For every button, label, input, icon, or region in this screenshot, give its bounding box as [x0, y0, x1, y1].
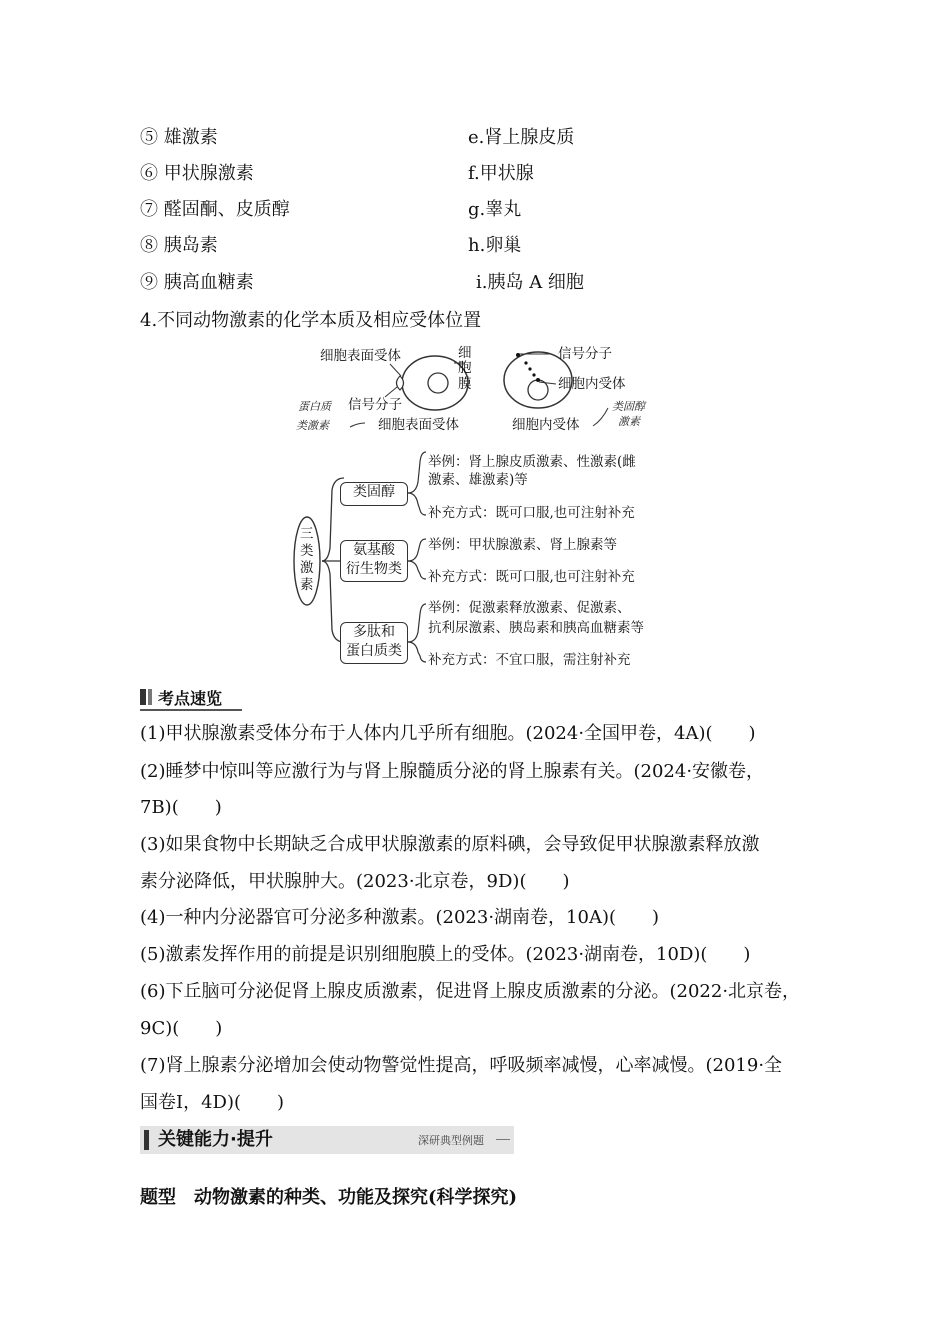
question-type-heading: 题型 动物激素的种类、功能及探究(科学探究) — [140, 1187, 518, 1208]
branch-amino-example: 举例：甲状腺激素、肾上腺素等 — [428, 537, 617, 553]
match-right-h: h.卵巢 — [468, 235, 522, 256]
branch-steroid-box — [340, 482, 408, 506]
branch-2-brace-bottom — [408, 561, 426, 579]
section-4-title: 4.不同动物激素的化学本质及相应受体位置 — [140, 310, 482, 331]
branch-2-brace — [408, 539, 426, 561]
review-line-3: 7B)( ) — [140, 797, 222, 818]
branch-amino-box — [340, 540, 408, 582]
match-right-e: e.肾上腺皮质 — [468, 127, 575, 148]
right-handwritten-1: 类固醇 — [612, 400, 645, 413]
left-cell-nucleus — [428, 373, 448, 393]
key-ability-bar — [140, 1126, 514, 1154]
match-left-5: ⑤ 雄激素 — [140, 127, 218, 148]
branch-steroid-name: 类固醇 — [353, 484, 395, 500]
branch-1-brace-bottom — [408, 493, 426, 515]
branch-3-brace-bottom — [408, 642, 426, 662]
quick-review-title: 考点速览 — [158, 688, 223, 708]
header-block-icon — [140, 689, 146, 705]
branch-1-brace — [408, 452, 426, 493]
right-receptor-label: 细胞内受体 — [558, 376, 626, 392]
left-signal-label: 信号分子 — [348, 397, 402, 413]
right-signal-dot-1 — [516, 353, 520, 357]
branch-peptide-name-2: 蛋白质类 — [346, 643, 402, 659]
match-right-g: g.睾丸 — [468, 199, 522, 220]
match-left-7: ⑦ 醛固酮、皮质醇 — [140, 199, 290, 220]
review-line-11: 国卷Ⅰ，4D)( ) — [140, 1092, 285, 1113]
right-signal-dot-4 — [532, 373, 535, 376]
match-left-6: ⑥ 甲状腺激素 — [140, 163, 254, 184]
hormone-tree — [290, 448, 670, 674]
right-signal-dot-3 — [528, 367, 531, 370]
branch-amino-name-1: 氨基酸 — [353, 542, 395, 558]
right-receptor-leader — [539, 382, 556, 384]
key-ability-subtitle-line — [496, 1139, 510, 1140]
left-handwritten-2: 类激素 — [296, 419, 329, 432]
root-label-2: 类 — [300, 543, 314, 559]
header-block-icon-secondary — [148, 689, 152, 705]
match-right-i: i.胰岛 A 细胞 — [476, 272, 584, 293]
review-line-8: (6)下丘脑可分泌促肾上腺皮质激素，促进肾上腺皮质激素的分泌。(2022·北京卷， — [140, 981, 801, 1002]
right-receptor-dot — [536, 378, 540, 382]
branch-steroid-example-2: 激素、雄激素)等 — [428, 472, 528, 488]
review-line-10: (7)肾上腺素分泌增加会使动物警觉性提高，呼吸频率减慢，心率减慢。(2019·全 — [140, 1055, 783, 1076]
review-line-7: (5)激素发挥作用的前提是识别细胞膜上的受体。(2023·湖南卷，10D)( ) — [140, 944, 751, 965]
key-ability-title: 关键能力·提升 — [158, 1129, 273, 1150]
right-handwritten-2: 激素 — [618, 415, 640, 428]
branch-amino-supplement: 补充方式：既可口服,也可注射补充 — [428, 569, 635, 585]
review-line-9: 9C)( ) — [140, 1018, 223, 1039]
left-handwritten-1: 蛋白质 — [298, 400, 331, 413]
left-surface-arrow — [390, 364, 401, 376]
right-signal-dot-2 — [524, 361, 527, 364]
right-caption: 细胞内受体 — [512, 417, 580, 433]
branch-peptide-supplement: 补充方式：不宜口服，需注射补充 — [428, 652, 631, 668]
branch-steroid-supplement: 补充方式：既可口服,也可注射补充 — [428, 505, 635, 521]
key-ability-edge-mark — [144, 1130, 149, 1150]
key-ability-subtitle: 深研典型例题 — [418, 1134, 484, 1147]
branch-amino-name-2: 衍生物类 — [346, 561, 402, 577]
quick-review-header — [140, 686, 242, 708]
left-membrane-label-2: 胞 — [458, 360, 472, 376]
right-caption-arrow — [593, 408, 608, 426]
left-caption: 细胞表面受体 — [378, 417, 459, 433]
branch-steroid-example-1: 举例：肾上腺皮质激素、性激素(雌 — [428, 454, 636, 470]
branch-peptide-name-1: 多肽和 — [353, 624, 395, 640]
left-surface-receptor-label: 细胞表面受体 — [320, 348, 401, 364]
receptor-diagram — [290, 340, 670, 440]
branch-peptide-example-1: 举例：促激素释放激素、促激素、 — [428, 600, 631, 616]
review-line-4: (3)如果食物中长期缺乏合成甲状腺激素的原料碘，会导致促甲状腺激素释放激 — [140, 834, 760, 855]
branch-3-brace — [408, 604, 426, 642]
right-signal-label: 信号分子 — [558, 346, 612, 362]
root-label-1: 三 — [300, 526, 314, 542]
left-membrane-label-3: 膜 — [458, 376, 472, 392]
review-line-5: 素分泌降低，甲状腺肿大。(2023·北京卷，9D)( ) — [140, 871, 570, 892]
review-line-6: (4)一种内分泌器官可分泌多种激素。(2023·湖南卷，10A)( ) — [140, 907, 660, 928]
match-right-f: f.甲状腺 — [468, 163, 534, 184]
left-receptor — [397, 376, 404, 390]
match-left-9: ⑨ 胰高血糖素 — [140, 272, 254, 293]
left-signal-leader — [385, 387, 397, 397]
root-label-4: 素 — [300, 577, 314, 593]
header-underline — [140, 709, 242, 711]
branch-peptide-box — [340, 622, 408, 664]
branch-peptide-example-2: 抗利尿激素、胰岛素和胰高血糖素等 — [428, 620, 644, 636]
left-caption-arrow — [350, 423, 365, 427]
left-membrane-label-1: 细 — [458, 345, 472, 361]
root-label-3: 激 — [300, 560, 314, 576]
review-line-2: (2)睡梦中惊叫等应激行为与肾上腺髓质分泌的肾上腺素有关。(2024·安徽卷， — [140, 761, 765, 782]
match-left-8: ⑧ 胰岛素 — [140, 235, 218, 256]
review-line-1: (1)甲状腺激素受体分布于人体内几乎所有细胞。(2024·全国甲卷，4A)( ) — [140, 723, 756, 744]
